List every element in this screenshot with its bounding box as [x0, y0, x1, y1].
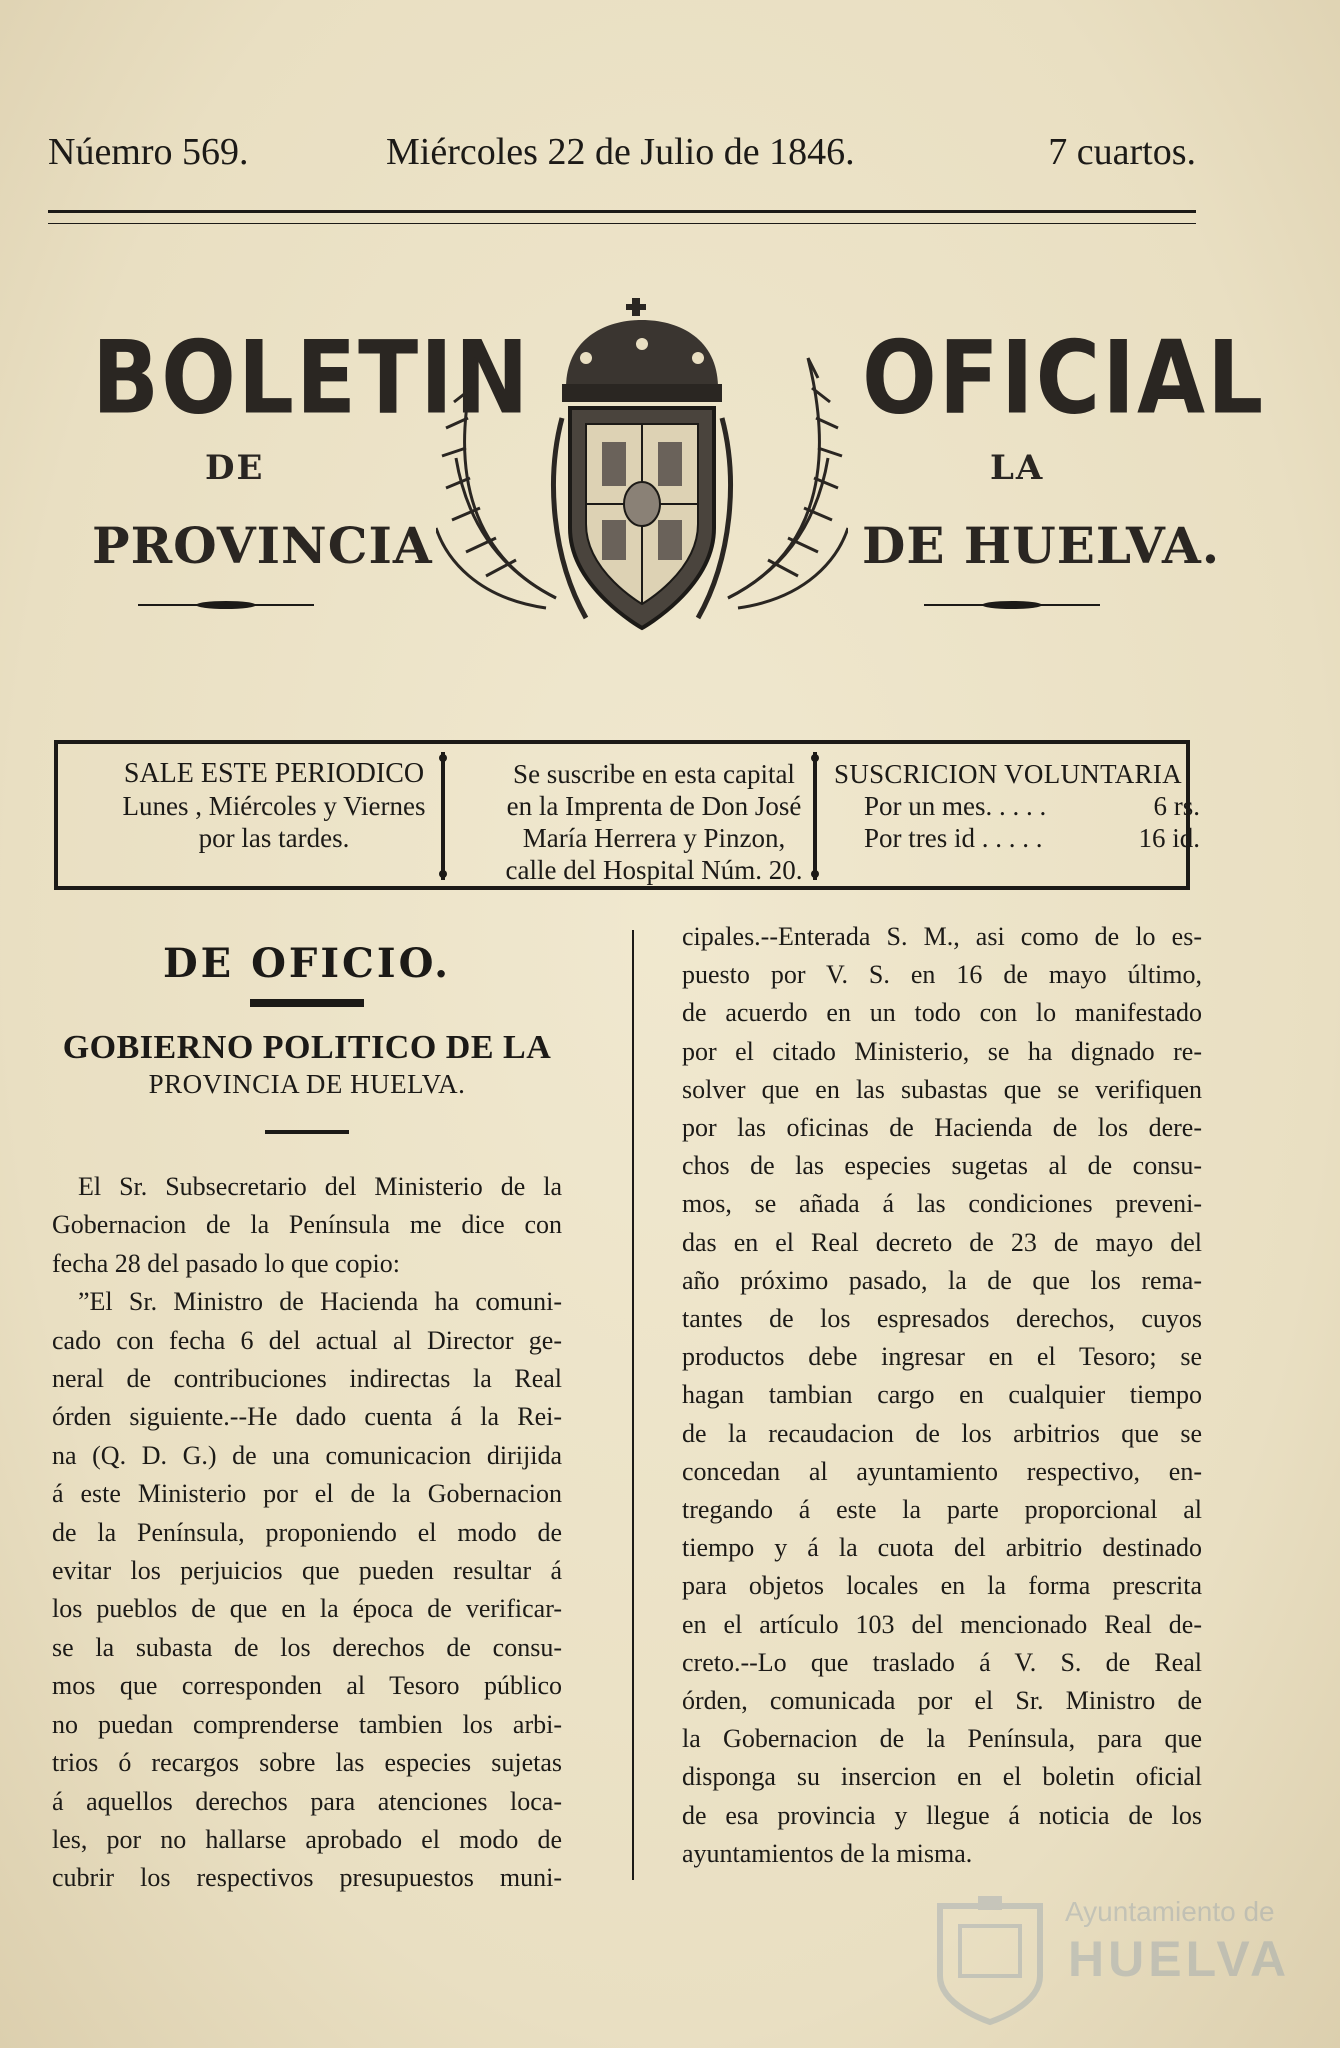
text-line: año próximo pasado, la de que los rema- [682, 1265, 1202, 1295]
prices-title: SUSCRICION VOLUNTARIA [834, 759, 1182, 789]
text-line: Gobernacion de la Península me dice con [52, 1210, 562, 1240]
text-line: órden siguiente.--He dado cuenta á la Rei- [52, 1402, 562, 1432]
text-line: tiempo y á la cuota del arbitrio destinado [682, 1533, 1202, 1563]
city-shield-icon [930, 1896, 1050, 2026]
text-line: por el citado Ministerio, se ha dignado re- [682, 1036, 1202, 1066]
price-row [828, 822, 1238, 854]
publication-schedule [68, 758, 480, 854]
section-bar [250, 999, 364, 1007]
text-line: órden, comunicada por el Sr. Ministro de [682, 1686, 1202, 1716]
ornamental-separator [438, 752, 448, 880]
text-line: cubrir los respectivos presupuestos muni- [52, 1863, 562, 1893]
text-line: en el artículo 103 del mencionado Real de- [682, 1609, 1202, 1639]
section-title: DE OFICIO. [162, 940, 452, 987]
subscription-prices [828, 758, 1238, 854]
masthead-oficial: OFICIAL [862, 318, 1266, 437]
schedule-title: SALE ESTE PERIODICO [123, 758, 425, 789]
text-line: de acuerdo en un todo con lo manifestado [682, 998, 1202, 1028]
subscription-line: Se suscribe en esta capital [513, 759, 795, 789]
text-line: por las oficinas de Hacienda de los dere- [682, 1113, 1202, 1143]
text-line: no puedan comprenderse tambien los arbi- [52, 1709, 562, 1739]
text-line: mos, se añada á las condiciones preveni- [682, 1189, 1202, 1219]
subscription-location [448, 758, 860, 886]
text-line: á aquellos derechos para atenciones loca- [52, 1786, 562, 1816]
text-line: solver que en las subastas que se verifiquen [682, 1074, 1202, 1104]
masthead-la: LA [990, 448, 1045, 488]
text-line: productos debe ingresar en el Tesoro; se [682, 1342, 1202, 1372]
text-line: puesto por V. S. en 16 de mayo último, [682, 960, 1202, 990]
masthead-de: DE [205, 448, 265, 488]
ornament-rule-left [138, 598, 314, 612]
text-line: á este Ministerio por el de la Gobernacion [52, 1479, 562, 1509]
ornament-rule-right [924, 598, 1100, 612]
masthead-boletin: BOLETIN [92, 318, 531, 437]
text-line: de la Península, proponiendo el modo de [52, 1517, 562, 1547]
column-divider [632, 930, 634, 1880]
text-line: trios ó recargos sobre las especies sujetas [52, 1748, 562, 1778]
masthead-de-huelva: DE HUELVA. [862, 516, 1221, 575]
text-line: ayuntamientos de la misma. [682, 1838, 973, 1868]
subscription-line: calle del Hospital Núm. 20. [505, 855, 803, 885]
article-title: GOBIERNO POLITICO DE LA [62, 1029, 552, 1066]
issue-price: 7 cuartos. [1048, 131, 1196, 173]
ayuntamiento-watermark [920, 1896, 1300, 2026]
text-line: evitar los perjuicios que pueden resultar á [52, 1556, 562, 1586]
price-label: Por tres id . . . . . [864, 823, 1043, 853]
text-line: das en el Real decreto de 23 de mayo del [682, 1227, 1202, 1257]
article-body-left [52, 1168, 562, 1898]
text-line: chos de las especies sugetas al de consu- [682, 1151, 1202, 1181]
ornamental-separator [810, 752, 820, 880]
text-line: les, por no hallarse aprobado el modo de [52, 1824, 562, 1854]
article-subtitle: PROVINCIA DE HUELVA. [148, 1069, 466, 1099]
text-line: de la recaudacion de los arbitrios que se [682, 1418, 1202, 1448]
price-value: 16 id. [1138, 823, 1200, 853]
text-line: hagan tambian cargo en cualquier tiempo [682, 1380, 1202, 1410]
text-line: de esa provincia y llegue á noticia de los [682, 1800, 1202, 1830]
text-line: tantes de los espresados derechos, cuyos [682, 1304, 1202, 1334]
text-line: El Sr. Subsecretario del Ministerio de la [78, 1172, 562, 1201]
text-line: neral de contribuciones indirectas la Real [52, 1364, 562, 1394]
right-column [682, 918, 1202, 1873]
text-line: mos que corresponden al Tesoro público [52, 1671, 562, 1701]
price-value: 6 rs. [1153, 791, 1200, 821]
left-column [52, 940, 562, 1898]
text-line: concedan al ayuntamiento respectivo, en- [682, 1456, 1202, 1486]
issue-date: Miércoles 22 de Julio de 1846. [386, 131, 855, 173]
issue-header [48, 130, 1196, 180]
text-line: la Gobernacion de la Península, para que [682, 1724, 1202, 1754]
price-label: Por un mes. . . . . [864, 791, 1047, 821]
text-line: los pueblos de que en la época de verificar- [52, 1594, 562, 1624]
watermark-line1: Ayuntamiento de [1065, 1896, 1275, 1927]
price-row [828, 790, 1238, 822]
text-line: creto.--Lo que traslado á V. S. de Real [682, 1647, 1202, 1677]
text-line: disponga su insercion en el boletin oficial [682, 1762, 1202, 1792]
title-rule [265, 1130, 349, 1134]
text-line: fecha 28 del pasado lo que copio: [52, 1248, 400, 1278]
text-line: na (Q. D. G.) de una comunicacion dirijida [52, 1440, 562, 1470]
text-line: para objetos locales en la forma prescrita [682, 1571, 1202, 1601]
schedule-time: por las tardes. [198, 823, 350, 853]
text-line: ”El Sr. Ministro de Hacienda ha comuni- [78, 1287, 562, 1317]
issue-number: Núemro 569. [48, 131, 249, 173]
royal-crest-icon [436, 298, 848, 644]
text-line: tregando á este la parte proporcional al [682, 1495, 1202, 1525]
watermark-line2: HUELVA [1068, 1931, 1291, 1987]
schedule-days: Lunes , Miércoles y Viernes [122, 791, 426, 821]
text-line: cado con fecha 6 del actual al Director ge- [52, 1325, 562, 1355]
subscription-line: en la Imprenta de Don José [506, 791, 802, 821]
subscription-info-box [54, 740, 1200, 890]
masthead-provincia: PROVINCIA [92, 516, 433, 575]
header-rule [48, 210, 1196, 224]
article-body-right [682, 918, 1202, 1873]
text-line: se la subasta de los derechos de consu- [52, 1632, 562, 1662]
subscription-line: María Herrera y Pinzon, [522, 823, 786, 853]
text-line: cipales.--Enterada S. M., asi como de lo es- [682, 922, 1202, 951]
